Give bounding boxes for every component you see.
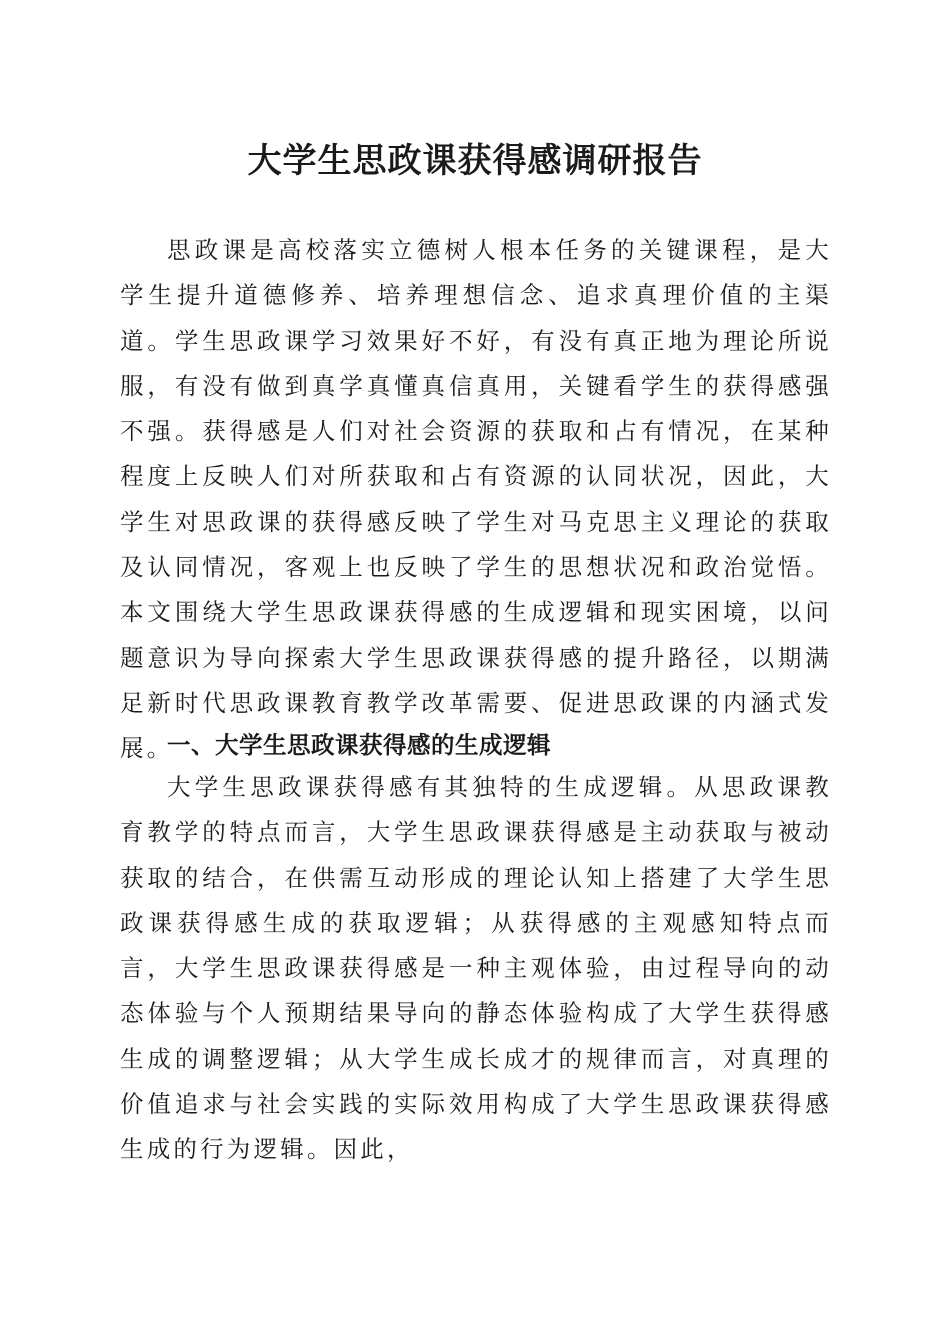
- intro-paragraph: 思政课是高校落实立德树人根本任务的关键课程，是大学生提升道德修养、培养理想信念、追求真理价值的主渠道。学生思政课学习效果好不好，有没有真正地为理论所说服，有没有做到真学真懂真信真用，关键看学生的获得感强不强。获得感是人们对社会资源的获取和占有情况，在某种程度上反映人们对所获取和占有资源的认同状况，因此，大学生对思政课的获得感反映了学生对马克思主义理论的获取及认同情况，客观上也反映了学生的思想状况和政治觉悟。本文围绕大学生思政课获得感的生成逻辑和现实困境，以问题意识为导向探索大学生思政课获得感的提升路径，以期满足新时代思政课教育教学改革需要、促进思政课的内涵式发展。: [120, 236, 832, 763]
- section-heading: 一、大学生思政课获得感的生成逻辑: [167, 731, 551, 759]
- document-title: 大学生思政课获得感调研报告: [247, 141, 703, 181]
- section-paragraph: 大学生思政课获得感有其独特的生成逻辑。从思政课教育教学的特点而言，大学生思政课获得感是主动获取与被动获取的结合，在供需互动形成的理论认知上搭建了大学生思政课获得感生成的获取逻辑；从获得感的主观感知特点而言，大学生思政课获得感是一种主观体验，由过程导向的动态体验与个人预期结果导向的静态体验构成了大学生获得感生成的调整逻辑；从大学生成长成才的规律而言，对真理的价值追求与社会实践的实际效用构成了大学生思政课获得感生成的行为逻辑。因此，: [120, 773, 832, 1164]
